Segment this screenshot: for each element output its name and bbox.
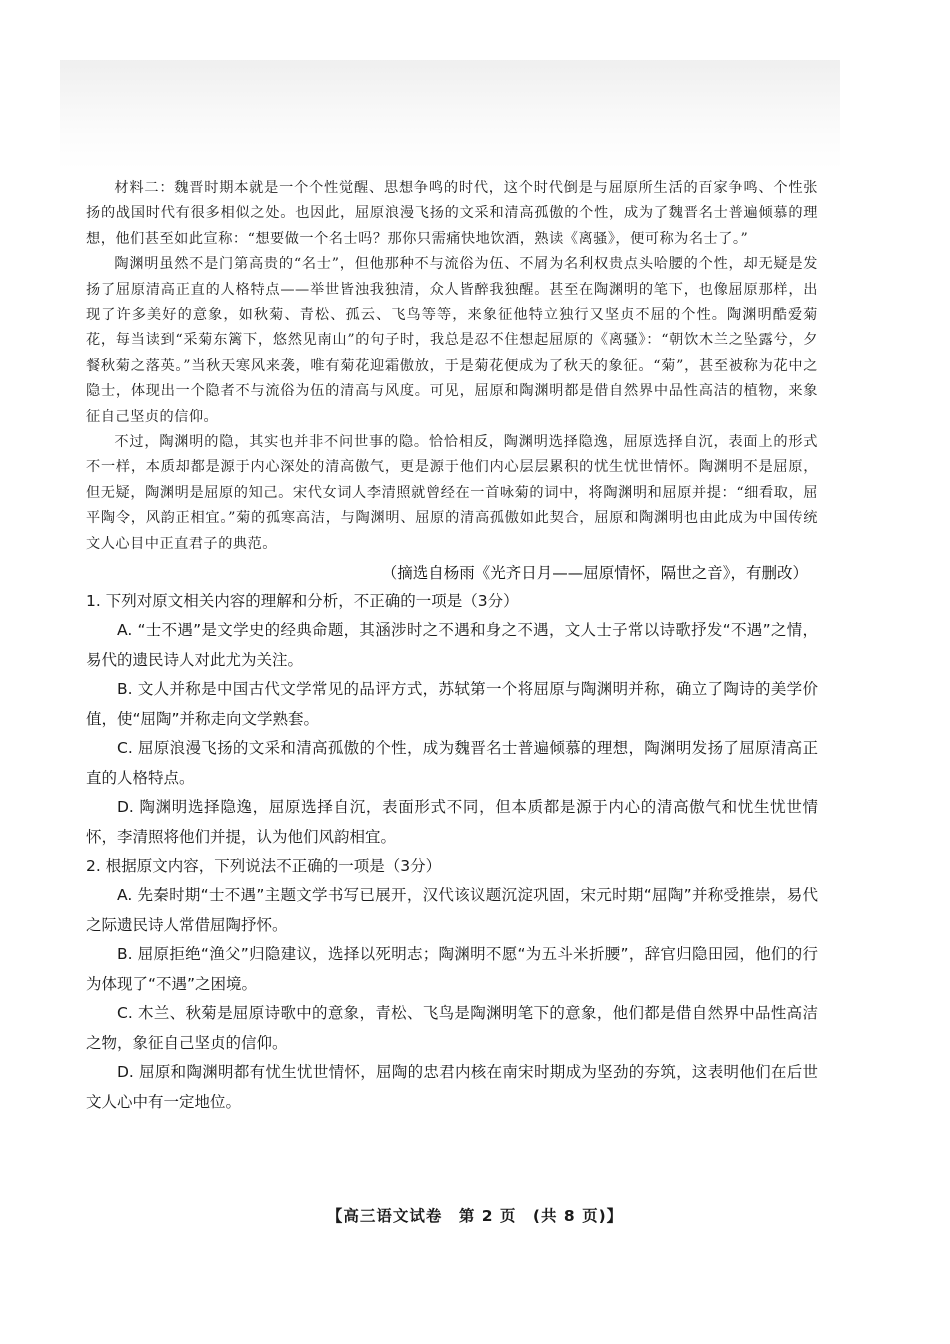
passage-paragraph: 陶渊明虽然不是门第高贵的“名士”，但他那种不与流俗为伍、不屑为名利权贵点头哈腰的个性，却无疑是发扬了屈原清高正直的人格特点——举世皆浊我独清，众人皆醉我独醒。甚至在陶渊明的笔下，也像屈原那样，出现了许多美好的意象，如秋菊、青松、孤云、飞鸟等等，来象征他特立独行又坚贞不屈的个性。陶渊明酷爱菊花，每当读到“采菊东篱下，悠然见南山”的句子时，我总是忍不住想起屈原的《离骚》：“朝饮木兰之坠露兮，夕餐秋菊之落英。”当秋天寒风来袭，唯有菊花迎霜傲放，于是菊花便成为了秋天的象征。“菊”，甚至被称为花中之隐士，体现出一个隐者不与流俗为伍的清高与风度。可见，屈原和陶渊明都是借自然界中品性高洁的植物，来象征自己坚贞的信仰。 xyxy=(86,256,818,425)
option-d: D. 陶渊明选择隐逸，屈原选择自沉，表面形式不同，但本质都是源于内心的清高傲气和忧生忧世情怀，李清照将他们并提，认为他们风韵相宜。 xyxy=(86,798,818,846)
option-c: C. 屈原浪漫飞扬的文采和清高孤傲的个性，成为魏晋名士普遍倾慕的理想，陶渊明发扬了屈原清高正直的人格特点。 xyxy=(86,739,818,787)
reading-passage xyxy=(86,176,818,557)
question-stem: 1. 下列对原文相关内容的理解和分析，不正确的一项是（3分） xyxy=(86,592,519,611)
option-b: B. 屈原拒绝“渔父”归隐建议，选择以死明志；陶渊明不愿“为五斗米折腰”，辞官归隐田园，他们的行为体现了“不遇”之困境。 xyxy=(86,945,818,993)
option-d: D. 屈原和陶渊明都有忧生忧世情怀，屈陶的忠君内核在南宋时期成为坚劲的夯筑，这表明他们在后世文人心中有一定地位。 xyxy=(86,1063,818,1111)
page-footer: 【高三语文试卷 第 2 页 (共 8 页)】 xyxy=(326,1207,624,1225)
scan-shadow xyxy=(60,60,840,170)
option-b: B. 文人并称是中国古代文学常见的品评方式，苏轼第一个将屈原与陶渊明并称，确立了陶诗的美学价值，使“屈陶”并称走向文学熟套。 xyxy=(86,680,818,728)
passage-paragraph: 不过，陶渊明的隐，其实也并非不问世事的隐。恰恰相反，陶渊明选择隐逸，屈原选择自沉，表面上的形式不一样，本质却都是源于内心深处的清高傲气，更是源于他们内心层层累积的忧生忧世情怀。陶渊明不是屈原，但无疑，陶渊明是屈原的知己。宋代女词人李清照就曾经在一首咏菊的词中，将陶渊明和屈原并提：“细看取，屈平陶令，风韵正相宜。”菊的孤寒高洁，与陶渊明、屈原的清高孤傲如此契合，屈原和陶渊明也由此成为中国传统文人心目中正直君子的典范。 xyxy=(86,434,818,552)
question-stem: 2. 根据原文内容，下列说法不正确的一项是（3分） xyxy=(86,857,442,876)
question-2 xyxy=(86,852,818,1117)
option-a: A. 先秦时期“士不遇”主题文学书写已展开，汉代该议题沉淀巩固，宋元时期“屈陶”并称受推崇，易代之际遗民诗人常借屈陶抒怀。 xyxy=(86,886,818,934)
exam-page xyxy=(86,176,818,1117)
option-c: C. 木兰、秋菊是屈原诗歌中的意象，青松、飞鸟是陶渊明笔下的意象，他们都是借自然界中品性高洁之物，象征自己坚贞的信仰。 xyxy=(86,1004,818,1052)
passage-paragraph: 材料二：魏晋时期本就是一个个性觉醒、思想争鸣的时代，这个时代倒是与屈原所生活的百家争鸣、个性张扬的战国时代有很多相似之处。也因此，屈原浪漫飞扬的文采和清高孤傲的个性，成为了魏晋名士普遍倾慕的理想，他们甚至如此宣称：“想要做一个名士吗？那你只需痛快地饮酒，熟读《离骚》，便可称为名士了。” xyxy=(86,180,818,247)
source-citation: （摘选自杨雨《光齐日月——屈原情怀，隔世之音》，有删改） xyxy=(381,564,808,583)
question-1 xyxy=(86,587,818,852)
option-a: A. “士不遇”是文学史的经典命题，其涵涉时之不遇和身之不遇，文人士子常以诗歌抒发“不遇”之情，易代的遗民诗人对此尤为关注。 xyxy=(86,621,818,669)
